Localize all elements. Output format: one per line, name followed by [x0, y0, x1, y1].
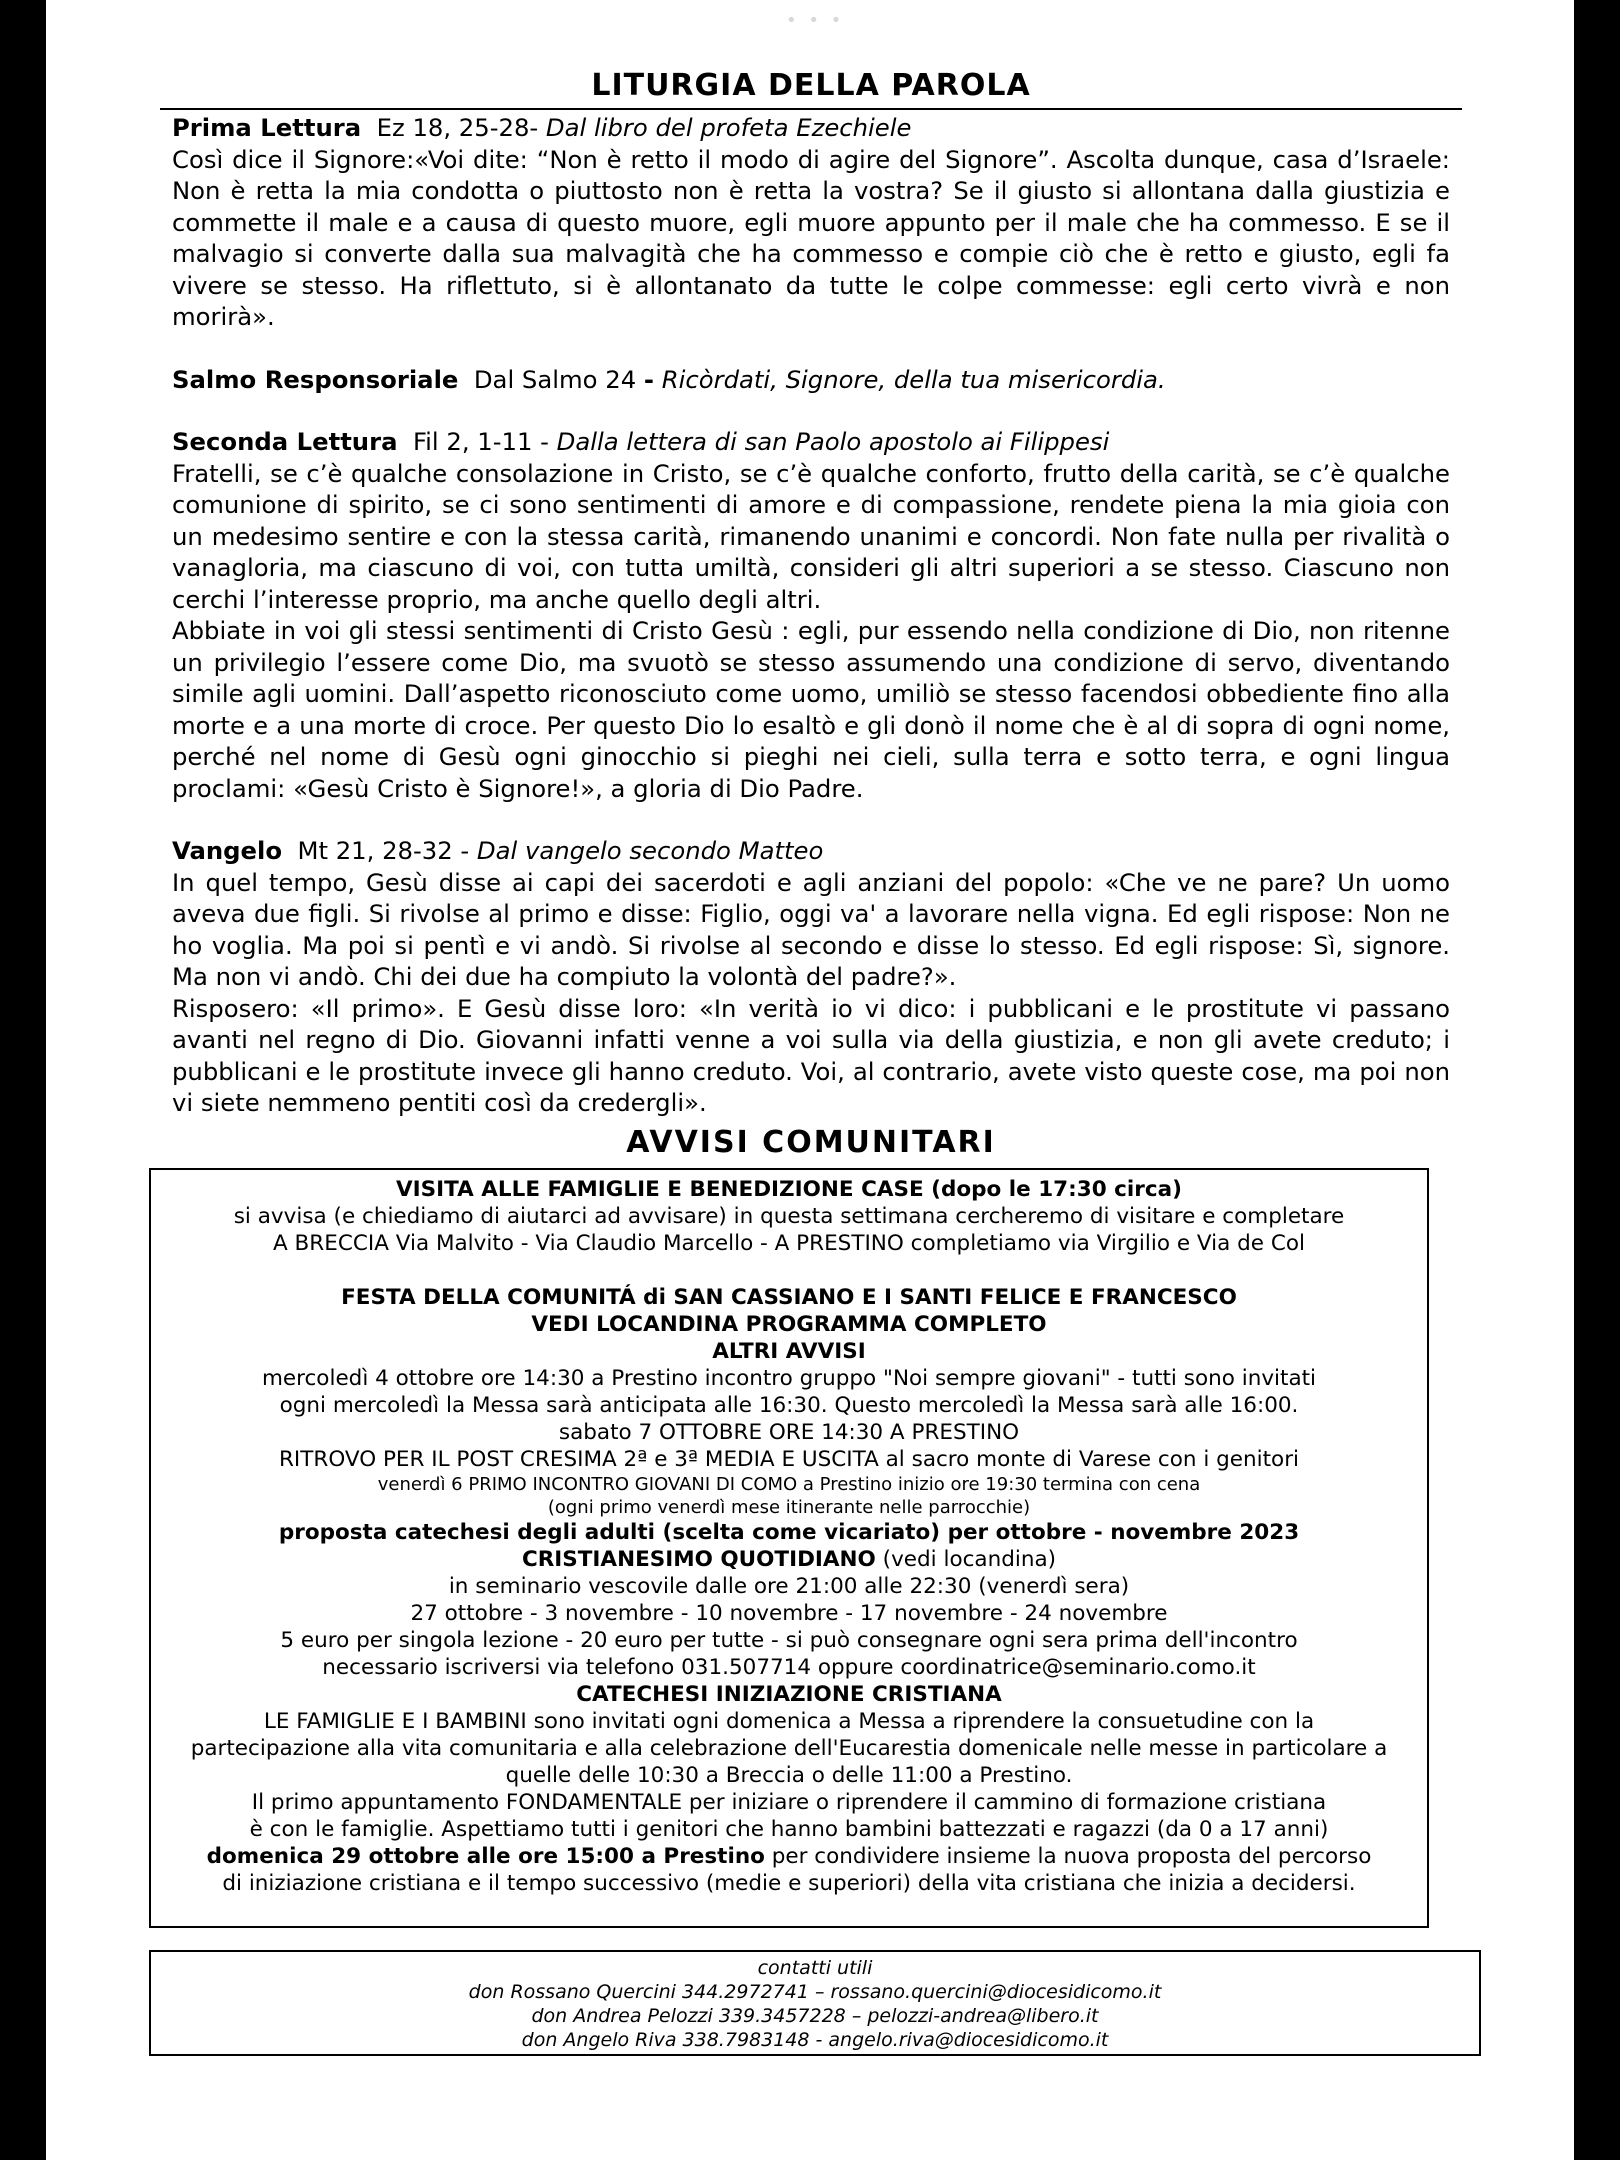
cq-line-3: 5 euro per singola lezione - 20 euro per tutte - si può consegnare ogni sera prima dell'incontro	[280, 1628, 1298, 1653]
ic-line-2: partecipazione alla vita comunitaria e alla celebrazione dell'Eucarestia domenicale nelle messe in particolare a	[190, 1736, 1388, 1761]
cq-line-4: necessario iscriversi via telefono 031.507714 oppure coordinatrice@seminario.como.it	[322, 1655, 1256, 1680]
ic-line-4: Il primo appuntamento FONDAMENTALE per iniziare o riprendere il cammino di formazione cristiana	[251, 1790, 1327, 1815]
visita-title: VISITA ALLE FAMIGLIE E BENEDIZIONE CASE (dopo le 17:30 circa)	[396, 1177, 1182, 1202]
vangelo-source: Dal vangelo secondo Matteo	[476, 836, 824, 865]
page-title: LITURGIA DELLA PAROLA	[591, 68, 1031, 103]
ic-line-6-rest: per condividere insieme la nuova proposta del percorso	[764, 1844, 1372, 1869]
cristianesimo-quotidiano-heading	[161, 1546, 1417, 1573]
right-black-margin	[1574, 0, 1620, 2160]
altri-avvisi-2: ogni mercoledì la Messa sarà anticipata alle 16:30. Questo mercoledì la Messa sarà alle 16:00.	[279, 1393, 1299, 1418]
seconda-lettura	[172, 426, 1450, 804]
contatti-title: contatti utili	[757, 1957, 873, 1979]
prima-lettura-source: Dal libro del profeta Ezechiele	[545, 113, 912, 142]
altri-avvisi-title: ALTRI AVVISI	[712, 1339, 866, 1364]
title-divider	[160, 108, 1462, 110]
altri-avvisi-3: sabato 7 OTTOBRE ORE 14:30 A PRESTINO	[558, 1420, 1020, 1445]
contatto-pelozzi: don Andrea Pelozzi 339.3457228 – pelozzi-andrea@libero.it	[531, 2005, 1099, 2027]
bulletin-page	[172, 64, 1450, 1165]
salmo-heading	[172, 364, 1450, 396]
drag-handle-dots[interactable]: • • •	[786, 10, 845, 31]
visita-line-2: A BRECCIA Via Malvito - Via Claudio Marcello - A PRESTINO completiamo via Virgilio e Via de Col	[273, 1231, 1305, 1256]
catechesi-adulti-title: proposta catechesi degli adulti (scelta come vicariato) per ottobre - novembre 2023	[278, 1520, 1300, 1545]
avvisi-title: AVVISI COMUNITARI	[626, 1124, 996, 1160]
salmo-ref: Dal Salmo 24	[473, 364, 637, 394]
seconda-lettura-ref: Fil 2, 1-11 -	[412, 427, 549, 456]
seconda-lettura-text-2: Abbiate in voi gli stessi sentimenti di Cristo Gesù : egli, pur essendo nella condizione di Dio, non ritenne un privilegio l’essere come Dio, ma svuotò se stesso assumendo una condizione di servo, diventando simile agli uomini. Dall’aspetto riconosciuto come uomo, umiliò se stesso facendosi obbediente fino alla morte e a una morte di croce. Per questo Dio lo esaltò e gli donò il nome che è al di sopra di ogni nome, perché nel nome di Gesù ogni ginocchio si pieghi nei cieli, sulla terra e sotto terra, e ogni lingua proclami: «Gesù Cristo è Signore!», a gloria di Dio Padre.	[172, 616, 1450, 803]
seconda-lettura-text-1: Fratelli, se c’è qualche consolazione in Cristo, se c’è qualche conforto, frutto della carità, se c’è qualche comunione di spirito, se ci sono sentimenti di amore e di compassione, rendete piena la mia gioia con un medesimo sentire e con la stessa carità, rimanendo unanimi e concordi. Non fate nulla per rivalità o vanagloria, ma ciascuno di voi, con tutta umiltà, consideri gli altri superiori a se stesso. Ciascuno non cerchi l’interesse proprio, ma anche quello degli altri.	[172, 458, 1450, 614]
prima-lettura	[172, 112, 1450, 333]
seconda-lettura-source: Dalla lettera di san Paolo apostolo ai Filippesi	[556, 427, 1110, 456]
vangelo	[172, 835, 1450, 1119]
altri-avvisi-6: (ogni primo venerdì mese itinerante nelle parrocchie)	[547, 1497, 1031, 1518]
salmo-dash: -	[643, 364, 654, 394]
salmo-responsoriale	[172, 364, 1450, 396]
cq-line-1: in seminario vescovile dalle ore 21:00 alle 22:30 (venerdì sera)	[448, 1574, 1130, 1599]
prima-lettura-label: Prima Lettura	[172, 113, 362, 142]
cristianesimo-quotidiano-note: (vedi locandina)	[875, 1547, 1057, 1572]
vangelo-heading	[172, 835, 1450, 867]
prima-lettura-ref: Ez 18, 25-28-	[376, 113, 539, 142]
vangelo-text-1: In quel tempo, Gesù disse ai capi dei sacerdoti e agli anziani del popolo: «Che ve ne pare? Un uomo aveva due figli. Si rivolse al primo e disse: Figlio, oggi va' a lavorare nella vigna. Ed egli rispose: Non ne ho voglia. Ma poi si pentì e vi andò. Si rivolse al secondo e disse lo stesso. Ed egli rispose: Sì, signore. Ma non vi andò. Chi dei due ha compiuto la volontà del padre?».	[172, 867, 1450, 991]
ic-line-5: è con le famiglie. Aspettiamo tutti i genitori che hanno bambini battezzati e ragazzi (da 0 a 17 anni)	[249, 1817, 1329, 1842]
contatto-quercini: don Rossano Quercini 344.2972741 – rossano.quercini@diocesidicomo.it	[468, 1981, 1162, 2003]
contatti-box	[149, 1950, 1481, 2056]
salmo-refrain: Ricòrdati, Signore, della tua misericordia.	[661, 364, 1166, 394]
ic-line-7: di iniziazione cristiana e il tempo successivo (medie e superiori) della vita cristiana che inizia a decidersi.	[222, 1871, 1356, 1896]
iniziazione-cristiana-title: CATECHESI INIZIAZIONE CRISTIANA	[576, 1682, 1002, 1707]
altri-avvisi-1: mercoledì 4 ottobre ore 14:30 a Prestino incontro gruppo "Noi sempre giovani" - tutti sono invitati	[261, 1366, 1317, 1391]
left-black-margin	[0, 0, 46, 2160]
altri-avvisi-5: venerdì 6 PRIMO INCONTRO GIOVANI DI COMO a Prestino inizio ore 19:30 termina con cena	[377, 1474, 1201, 1495]
avvisi-box	[149, 1168, 1429, 1928]
ic-line-1: LE FAMIGLIE E I BAMBINI sono invitati ogni domenica a Messa a riprendere la consuetudine con la	[263, 1709, 1315, 1734]
cristianesimo-quotidiano-title: CRISTIANESIMO QUOTIDIANO	[521, 1547, 876, 1572]
prima-lettura-heading	[172, 112, 1450, 144]
ic-line-6-date: domenica 29 ottobre alle ore 15:00 a Prestino	[206, 1844, 765, 1869]
vangelo-ref: Mt 21, 28-32 -	[297, 836, 470, 865]
visita-line-1: si avvisa (e chiediamo di aiutarci ad avvisare) in questa settimana cercheremo di visitare e completare	[233, 1204, 1345, 1229]
altri-avvisi-4: RITROVO PER IL POST CRESIMA 2ª e 3ª MEDIA E USCITA al sacro monte di Varese con i genitori	[278, 1447, 1300, 1472]
cq-line-2: 27 ottobre - 3 novembre - 10 novembre - 17 novembre - 24 novembre	[410, 1601, 1168, 1626]
salmo-label: Salmo Responsoriale	[172, 364, 459, 394]
seconda-lettura-heading	[172, 426, 1450, 458]
seconda-lettura-label: Seconda Lettura	[172, 427, 398, 456]
prima-lettura-text: Così dice il Signore:«Voi dite: “Non è retto il modo di agire del Signore”. Ascolta dunque, casa d’Israele: Non è retta la mia condotta o piuttosto non è retta la vostra? Se il giusto si allontana dalla giustizia e commette il male e a causa di questo muore, egli muore appunto per il male che ha commesso. E se il malvagio si converte dalla sua malvagità che ha commesso e compie ciò che è retto e giusto, egli fa vivere se stesso. Ha riflettuto, si è allontanato da tutte le colpe commesse: egli certo vivrà e non morirà».	[172, 144, 1450, 331]
contatto-riva: don Angelo Riva 338.7983148 - angelo.riva@diocesidicomo.it	[521, 2029, 1109, 2051]
festa-line-2: VEDI LOCANDINA PROGRAMMA COMPLETO	[531, 1312, 1047, 1337]
vangelo-label: Vangelo	[172, 836, 283, 865]
ic-line-3: quelle delle 10:30 a Breccia o delle 11:00 a Prestino.	[505, 1763, 1073, 1788]
ic-line-6	[161, 1843, 1417, 1870]
festa-line-1: FESTA DELLA COMUNITÁ di SAN CASSIANO E I SANTI FELICE E FRANCESCO	[341, 1285, 1237, 1310]
vangelo-text-2: Risposero: «Il primo». E Gesù disse loro: «In verità io vi dico: i pubblicani e le prostitute vi passano avanti nel regno di Dio. Giovanni infatti venne a voi sulla via della giustizia, e non gli avete creduto; i pubblicani e le prostitute invece gli hanno creduto. Voi, al contrario, avete visto queste cose, ma poi non vi siete nemmeno pentiti così da credergli».	[172, 993, 1450, 1117]
